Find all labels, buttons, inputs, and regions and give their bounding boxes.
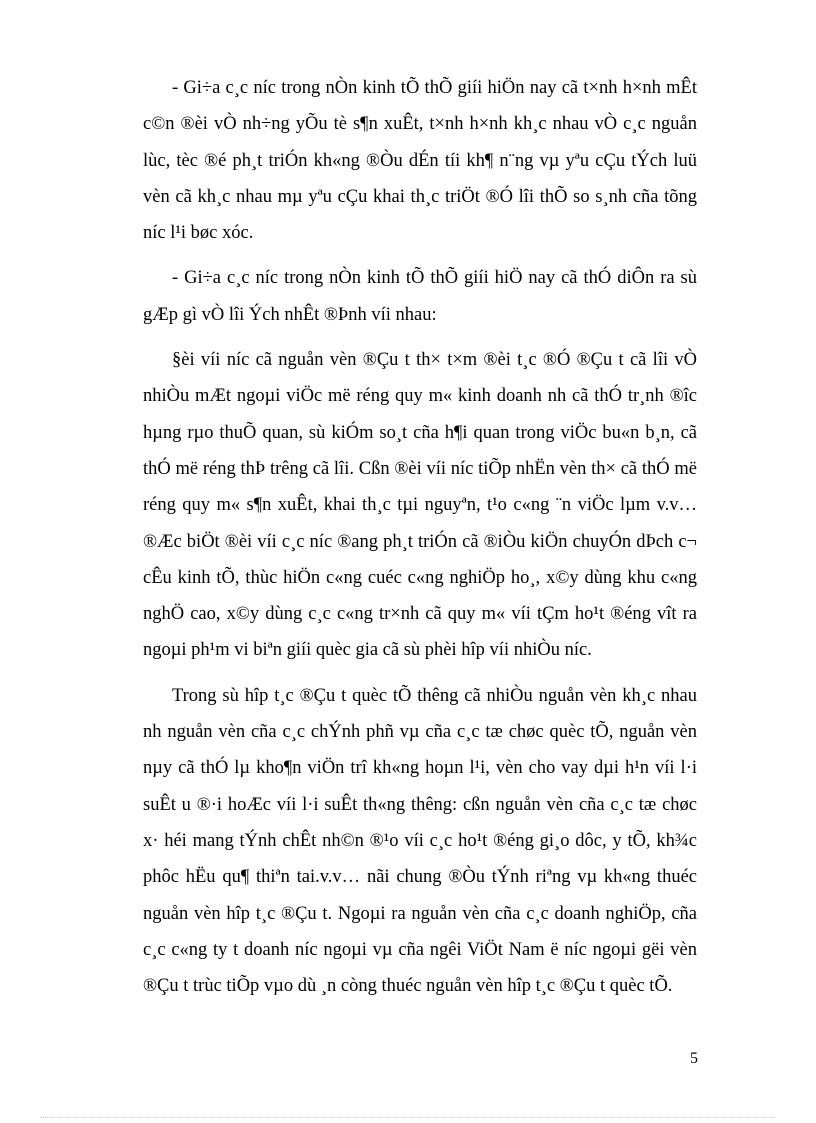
body-text — [143, 70, 697, 1004]
footer-divider — [40, 1117, 776, 1118]
paragraph-3: §èi víi níc cã nguån vèn ®Çu t th× t×m ®èi t¸c ®Ó ®Çu t cã lîi vÒ nhiÒu mÆt ngoµi viÖc më réng quy m« kinh doanh nh cã thÓ tr¸nh ®îc hµng rµo thuÕ quan, sù kiÓm so¸t cña h¶i quan trong viÖc bu«n b¸n, cã thÓ më réng thÞ trêng cã lîi. Cßn ®èi víi níc tiÕp nhËn vèn th× cã thÓ më réng quy m« s¶n xuÊt, khai th¸c tµi nguyªn, t¹o c«ng ¨n viÖc lµm v.v… ®Æc biÖt ®èi víi c¸c níc ®ang ph¸t triÓn cã ®iÒu kiÖn chuyÓn dÞch c¬ cÊu kinh tÕ, thùc hiÖn c«ng cuéc c«ng nghiÖp ho¸, x©y dùng khu c«ng nghÖ cao, x©y dùng c¸c c«ng tr×nh cã quy m« víi tÇm ho¹t ®éng vît ra ngoµi ph¹m vi biªn giíi quèc gia cã sù phèi hîp víi nhiÒu níc. — [143, 350, 697, 661]
paragraph-2: - Gi÷a c¸c níc trong nÒn kinh tÕ thÕ giíi hiÖ nay cã thÓ diÔn ra sù gÆp gì vÒ lîi Ých nhÊt ®Þnh víi nhau: — [143, 268, 697, 325]
paragraph-1: - Gi÷a c¸c níc trong nÒn kinh tÕ thÕ giíi hiÖn nay cã t×nh h×nh mÊt c©n ®èi vÒ nh÷ng yÕu tè s¶n xuÊt, t×nh h×nh kh¸c nhau vÒ c¸c nguån lùc, tèc ®é ph¸t triÓn kh«ng ®Òu dÉn tíi kh¶ n¨ng vµ yªu cÇu tÝch luü vèn cã kh¸c nhau mµ yªu cÇu khai th¸c triÖt ®Ó lîi thÕ so s¸nh cña tõng níc l¹i bøc xóc. — [143, 78, 697, 244]
page-number: 5 — [690, 1050, 698, 1067]
paragraph-4: Trong sù hîp t¸c ®Çu t quèc tÕ thêng cã nhiÒu nguån vèn kh¸c nhau nh nguån vèn cña c¸c chÝnh phñ vµ cña c¸c tæ chøc quèc tÕ, nguån vèn nµy cã thÓ lµ kho¶n viÖn trî kh«ng hoµn l¹i, vèn cho vay dµi h¹n víi l·i suÊt u ®·i hoÆc víi l·i suÊt th«ng thêng: cßn nguån vèn cña c¸c tæ chøc x· héi mang tÝnh chÊt nh©n ®¹o víi c¸c ho¹t ®éng gi¸o dôc, y tÕ, kh¾c phôc hËu qu¶ thiªn tai.v.v… nãi chung ®Òu tÝnh riªng vµ kh«ng thuéc nguån vèn hîp t¸c ®Çu t. Ngoµi ra nguån vèn cña c¸c doanh nghiÖp, cña c¸c c«ng ty t doanh níc ngoµi vµ cña ngêi ViÖt Nam ë níc ngoµi gëi vèn ®Çu t trùc tiÕp vµo dù ¸n còng thuéc nguån vèn hîp t¸c ®Çu t quèc tÕ. — [143, 685, 697, 997]
